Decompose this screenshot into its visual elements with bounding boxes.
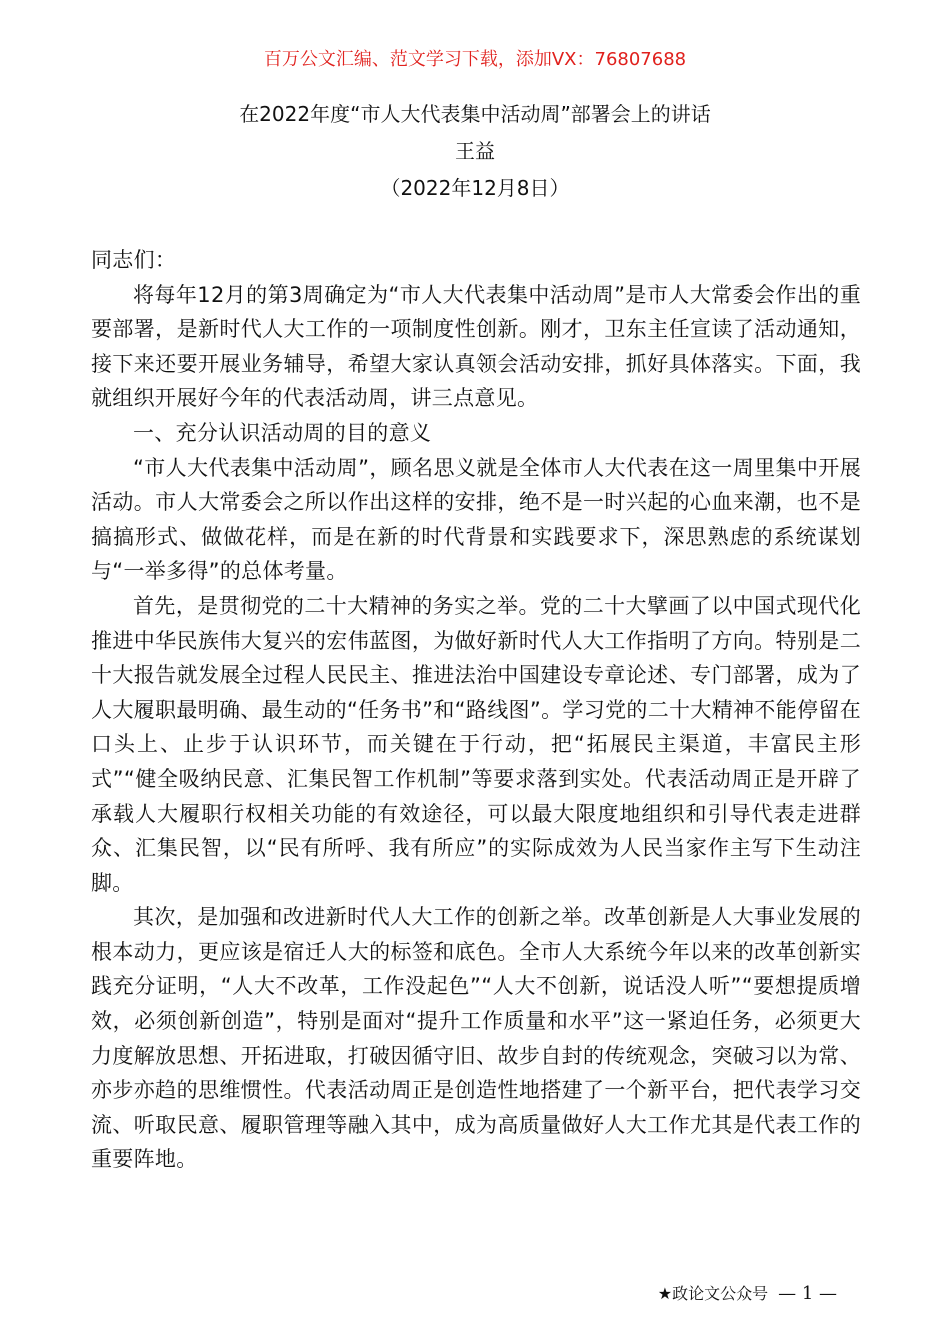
page-footer	[658, 1281, 837, 1307]
section-heading: 一、充分认识活动周的目的意义	[133, 420, 432, 445]
document-title: 在2022年度“市人大代表集中活动周”部署会上的讲话	[239, 102, 711, 126]
watermark-banner: 百万公文汇编、范文学习下载，添加VX：76807688	[263, 49, 687, 70]
document-author: 王益	[455, 139, 495, 163]
document-date: （2022年12月8日）	[380, 176, 570, 200]
paragraph-intro: 将每年12月的第3周确定为“市人大代表集中活动周”是市人大常委会作出的重要部署，是新时代人大工作的一项制度性创新。刚才，卫东主任宣读了活动通知，接下来还要开展业务辅导，希望大家认真领会活动安排，抓好具体落实。下面，我就组织开展好今年的代表活动周，讲三点意见。	[91, 282, 861, 411]
page-number: — 1 —	[778, 1283, 837, 1304]
paragraph: 其次，是加强和改进新时代人大工作的创新之举。改革创新是人大事业发展的根本动力，更应该是宿迁人大的标签和底色。全市人大系统今年以来的改革创新实践充分证明，“人大不改革，工作没起色”“人大不创新，说话没人听”“要想提质增效，必须创新创造”，特别是面对“提升工作质量和水平”这一紧迫任务，必须更大力度解放思想、开拓进取，打破因循守旧、故步自封的传统观念，突破习以为常、亦步亦趋的思维惯性。代表活动周正是创造性地搭建了一个新平台，把代表学习交流、听取民意、履职管理等融入其中，成为高质量做好人大工作尤其是代表工作的重要阵地。	[91, 905, 861, 1172]
paragraph: 首先，是贯彻党的二十大精神的务实之举。党的二十大擘画了以中国式现代化推进中华民族伟大复兴的宏伟蓝图，为做好新时代人大工作指明了方向。特别是二十大报告就发展全过程人民民主、推进法治中国建设专章论述、专门部署，成为了人大履职最明确、最生动的“任务书”和“路线图”。学习党的二十大精神不能停留在口头上、止步于认识环节，而关键在于行动，把“拓展民主渠道，丰富民主形式”“健全吸纳民意、汇集民智工作机制”等要求落到实处。代表活动周正是开辟了承载人大履职行权相关功能的有效途径，可以最大限度地组织和引导代表走进群众、汇集民智，以“民有所呼、我有所应”的实际成效为人民当家作主写下生动注脚。	[91, 593, 861, 895]
title-block	[0, 96, 950, 207]
footer-source: ★政论文公众号	[657, 1284, 769, 1303]
salutation: 同志们：	[91, 248, 177, 272]
paragraph: “市人大代表集中活动周”，顾名思义就是全体市人大代表在这一周里集中开展活动。市人大常委会之所以作出这样的安排，绝不是一时兴起的心血来潮，也不是搞搞形式、做做花样，而是在新的时代背景和实践要求下，深思熟虑的系统谋划与“一举多得”的总体考量。	[91, 455, 861, 584]
document-body	[91, 243, 861, 1177]
